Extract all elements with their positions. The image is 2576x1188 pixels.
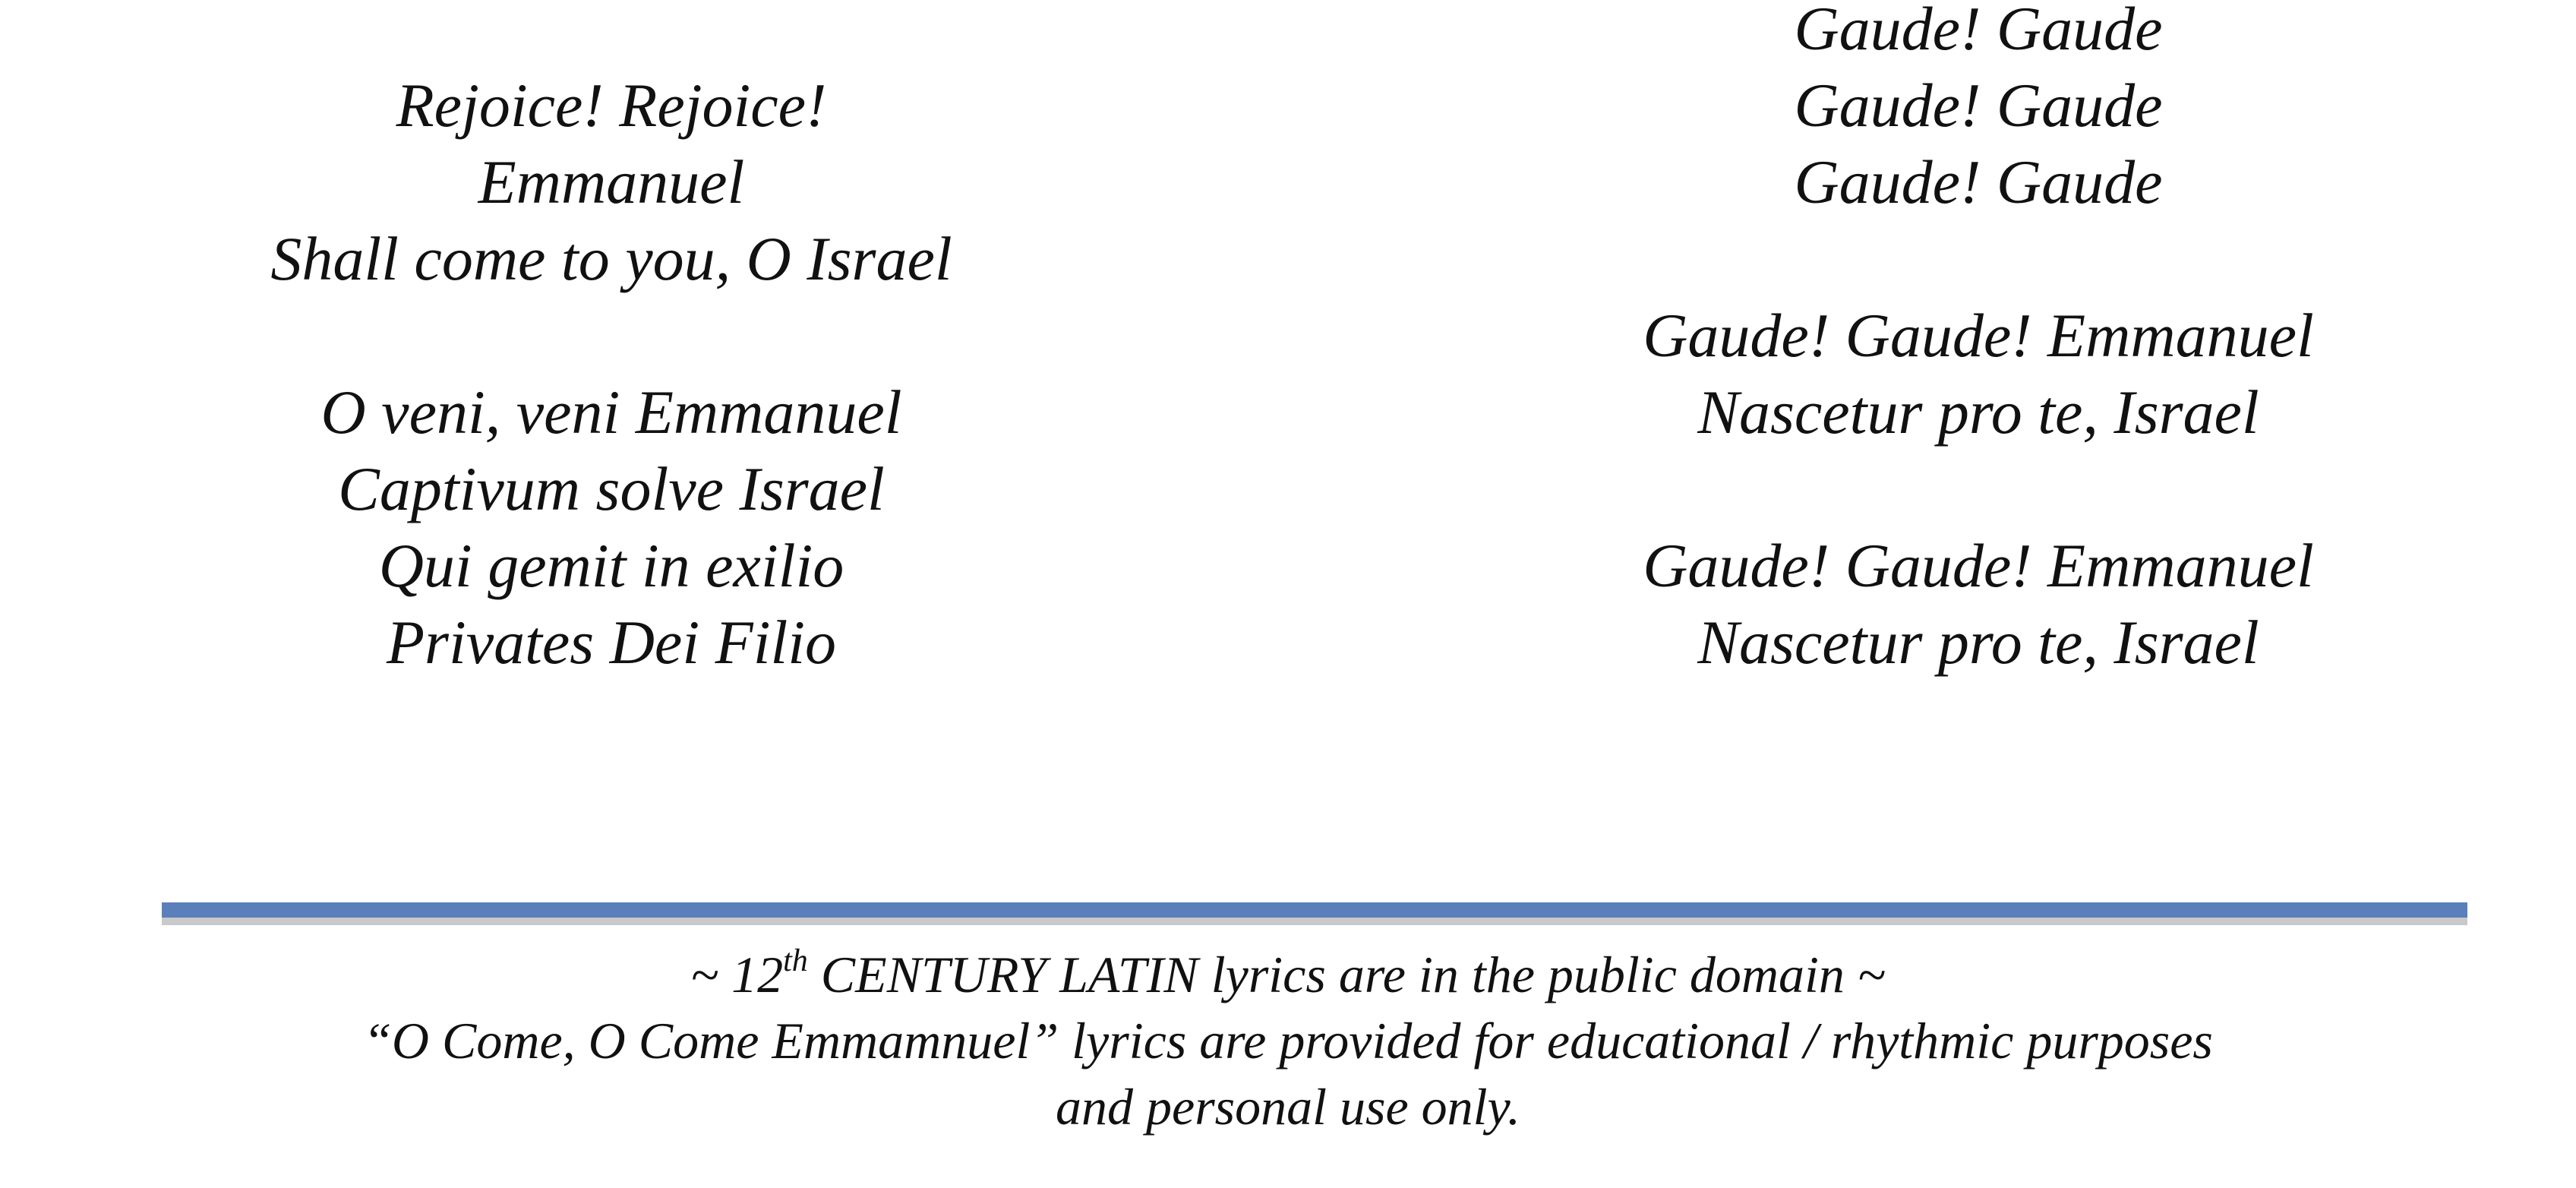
footer-century-number: ~ 12 — [690, 946, 784, 1003]
footer-public-domain-text: CENTURY LATIN lyrics are in the public domain ~ — [807, 946, 1886, 1003]
lyric-line: Nascetur pro te, Israel — [1697, 378, 2259, 447]
lyric-line: Gaude! Gaude — [1794, 147, 2163, 216]
lyric-line: Rejoice! Rejoice! — [396, 71, 827, 140]
footer-ordinal-superscript: th — [783, 943, 808, 978]
stanza-gap — [1458, 220, 2499, 297]
lyric-line: Gaude! Gaude — [1794, 0, 2163, 63]
lyric-line: Captivum solve Israel — [338, 454, 885, 523]
lyric-line: Gaude! Gaude — [1794, 71, 2163, 140]
lyric-line: Qui gemit in exilio — [378, 531, 844, 600]
footer-divider-shadow — [162, 918, 2467, 925]
stanza-gap — [91, 297, 1132, 374]
right-lyrics-column — [1458, 0, 2499, 681]
footer-line-public-domain — [0, 942, 2576, 1008]
lyric-line: O veni, veni Emmanuel — [320, 378, 902, 447]
footer-notice — [0, 942, 2576, 1140]
lyric-line: Shall come to you, O Israel — [270, 224, 952, 293]
lyric-line: Gaude! Gaude! Emmanuel — [1643, 531, 2314, 600]
lyric-line: Emmanuel — [478, 147, 745, 216]
lyric-line: Privates Dei Filio — [386, 608, 837, 677]
lyric-line: Gaude! Gaude! Emmanuel — [1643, 301, 2314, 370]
footer-divider — [162, 902, 2467, 918]
left-lyrics-column — [91, 67, 1132, 681]
stanza-gap — [1458, 450, 2499, 527]
footer-line-personal-use: and personal use only. — [1056, 1078, 1520, 1136]
lyric-line: Nascetur pro te, Israel — [1697, 608, 2259, 677]
footer-line-usage: “O Come, O Come Emmamnuel” lyrics are provided for educational / rhythmic purposes — [363, 1012, 2213, 1070]
